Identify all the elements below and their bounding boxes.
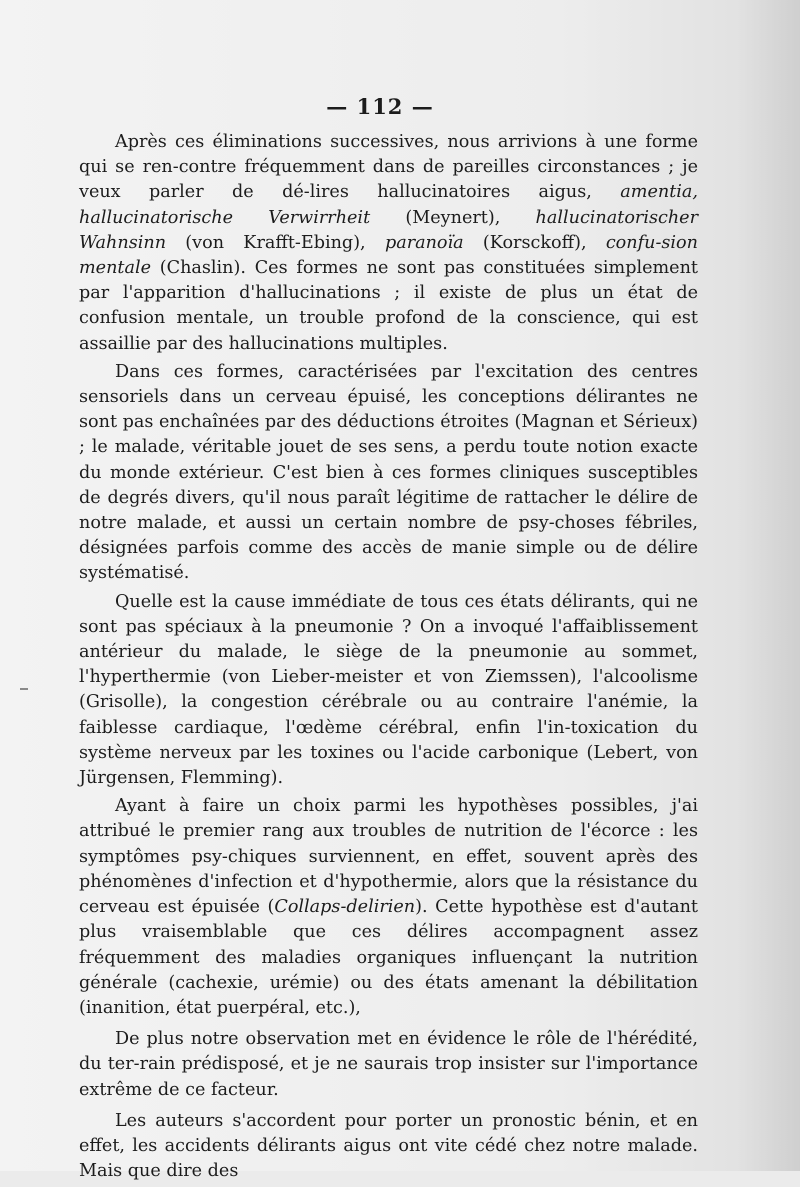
paragraph-1-italic-3: paranoïa: [384, 232, 464, 253]
margin-mark: [20, 688, 28, 690]
page-number: — 112 —: [326, 94, 434, 119]
paragraph-4-part-a: Ayant à faire un choix parmi les hypothèses possibles, j'ai attribué le premier rang aux troubles de nutrition de l'écorce : les symptômes psy-chiques surviennent, en effet, souvent après des phénomènes d'infection et d'hypothermie, alors que la résistance du cerveau est épuisée (: [79, 796, 698, 918]
paragraph-3: Quelle est la cause immédiate de tous ces états délirants, qui ne sont pas spéciaux à la pneumonie ? On a invoqué l'affaiblissement antérieur du malade, le siège de la pneumonie au sommet, l'hyperthermie (von Lieber-meister et von Ziemssen), l'alcoolisme (Grisolle), la congestion cérébrale ou au contraire l'anémie, la faiblesse cardiaque, l'œdème cérébral, enfin l'in-toxication du système nerveux par les toxines ou l'acide carbonique (Lebert, von Jürgensen, Flemming).: [79, 591, 698, 789]
paragraph-1-italic-2: hallucinatorischer Wahnsinn: [79, 207, 698, 253]
body-text: [79, 130, 698, 1187]
paragraph-5: De plus notre observation met en évidence le rôle de l'hérédité, du ter-rain prédisposé, et je ne saurais trop insister sur l'importance extrême de ce facteur.: [79, 1029, 698, 1100]
paragraph-4-part-b: ). Cette hypothèse est d'autant plus vraisemblable que ces délires accompagnent assez fréquemment des maladies organiques influençant la nutrition générale (cachexie, urémie) ou des états amenant la débilitation (inanition, état puerpéral, etc.),: [79, 897, 698, 1018]
paragraph-6: Les auteurs s'accordent pour porter un pronostic bénin, et en effet, les accidents délirants aigus ont vite cédé chez notre malade. Mais que dire des: [79, 1110, 698, 1182]
paragraph-1-part-c: (von Krafft-Ebing),: [166, 232, 385, 253]
paragraph-4: [79, 794, 698, 1021]
paragraph-1-part-b: (Meynert),: [370, 207, 536, 228]
paragraph-4-italic-1: Collaps-delirien: [274, 897, 416, 918]
paragraph-1-part-e: (Chaslin). Ces formes ne sont pas constituées simplement par l'apparition d'hallucinations ; il existe de plus un état de confusion mentale, un trouble profond de la conscience, qui est assaillie par des hallucinations multiples.: [79, 258, 698, 354]
paragraph-1-italic-4: confu-sion mentale: [79, 232, 698, 279]
paragraph-1-part-a: Après ces éliminations successives, nous arrivions à une forme qui se ren-contre fréquemment dans de pareilles circonstances ; je veux parler de dé-lires hallucinatoires aigus,: [79, 132, 698, 203]
paragraph-1-italic-1: amentia, hallucinatorische Verwirrheit: [79, 182, 698, 228]
paragraph-1-part-d: (Korsckoff),: [463, 232, 606, 253]
paragraph-2: Dans ces formes, caractérisées par l'excitation des centres sensoriels dans un cerveau épuisé, les conceptions délirantes ne sont pas enchaînées par des déductions étroites (Magnan et Sérieux) ; le malade, véritable jouet de ses sens, a perdu toute notion exacte du monde extérieur. C'est bien à ces formes cliniques susceptibles de degrés divers, qu'il nous paraît légitime de rattacher le délire de notre malade, et aussi un certain nombre de psy-choses fébriles, désignées parfois comme des accès de manie simple ou de délire systématisé.: [79, 361, 698, 584]
paragraph-1: [79, 130, 698, 357]
